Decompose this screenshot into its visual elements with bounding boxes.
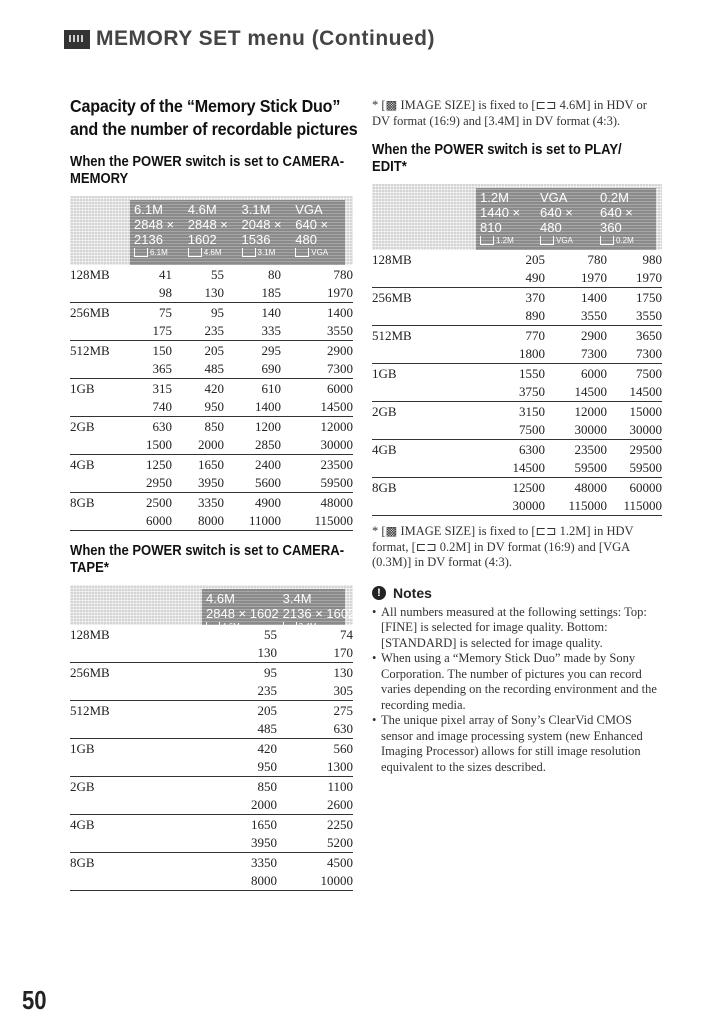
picture-count: 23500 [320,457,353,472]
camera-memory-title-line1: When the POWER switch is set to CAMERA- [70,154,345,170]
picture-count: 420 [204,381,224,396]
table-row [70,815,353,835]
image-size-icon-label: 4.6M [203,248,222,257]
picture-count: 1250 [146,457,172,472]
picture-count: 80 [268,267,281,282]
table-row [70,682,353,701]
picture-count: 2900 [327,343,353,358]
picture-count: 305 [277,682,353,701]
picture-count: 335 [224,322,281,341]
picture-count: 1100 [327,779,353,794]
media-label [70,872,175,891]
picture-count: 115000 [545,497,607,516]
image-size-icon [242,247,292,259]
table-row [372,364,662,384]
picture-count: 74 [340,627,353,642]
picture-count: 30000 [607,421,662,440]
picture-count: 1800 [474,345,545,364]
picture-count: 3950 [175,834,277,853]
picture-count: 30000 [545,421,607,440]
media-label [372,497,474,516]
play-footnote: * [▩ IMAGE SIZE] is fixed to [⊏⊐ 1.2M] in HDV format, [⊏⊐ 0.2M] in DV format (16:9) and [VGA (0.3M)] in DV format (4:3). [372,524,634,569]
media-label: 512MB [70,343,110,358]
table-row [70,872,353,891]
play-edit-title-line1: When the POWER switch is set to PLAY/ [372,142,622,158]
table-row [372,478,662,498]
table-row [372,383,662,402]
picture-count: 140 [261,305,281,320]
notes-title: Notes [393,584,432,601]
table-row [372,307,662,326]
picture-count: 115000 [281,512,353,531]
header-title: MEMORY SET menu (Continued) [96,27,435,50]
table-row [70,796,353,815]
picture-count: 3150 [519,404,545,419]
media-label: 256MB [70,665,110,680]
picture-count: 490 [474,269,545,288]
picture-count: 150 [152,343,172,358]
notes-list [372,605,662,776]
picture-count: 770 [525,328,545,343]
size-label: 3.4M [282,591,312,606]
media-label: 256MB [372,290,412,305]
media-label [70,322,132,341]
image-size-icon-label: 3.1M [257,248,276,257]
picture-count: 6000 [327,381,353,396]
table-row [70,853,353,873]
picture-count: 1400 [224,398,281,417]
media-label: 8GB [70,495,95,510]
picture-count: 365 [132,360,172,379]
size-column-header [279,589,356,631]
picture-count: 3550 [607,307,662,326]
media-label: 2GB [70,419,95,434]
picture-count: 2500 [146,495,172,510]
table-row [70,455,353,475]
picture-count: 8000 [172,512,224,531]
table-row [70,701,353,721]
picture-count: 7500 [474,421,545,440]
media-label: 128MB [372,252,412,267]
table-row [372,345,662,364]
table-row [70,303,353,323]
table-row [372,440,662,460]
picture-count: 315 [152,381,172,396]
size-label: VGA [295,202,323,217]
camera-tape-title-line1: When the POWER switch is set to CAMERA- [70,543,345,559]
size-resolution: 2136 × 1602 [282,606,356,621]
picture-count: 14500 [281,398,353,417]
play-edit-title-line2: EDIT* [372,159,407,175]
picture-count: 185 [224,284,281,303]
picture-count: 1970 [281,284,353,303]
picture-count: 60000 [629,480,662,495]
picture-count: 7300 [545,345,607,364]
size-resolution-line2: 360 [600,220,622,235]
size-resolution: 2048 × [241,217,282,232]
picture-count: 1970 [545,269,607,288]
picture-count: 12500 [512,480,545,495]
picture-count: 740 [132,398,172,417]
picture-count: 7500 [636,366,662,381]
picture-count: 130 [333,665,353,680]
camera-tape-title-line2: TAPE* [70,560,109,576]
size-label: 6.1M [134,202,163,217]
table-row [70,720,353,739]
picture-count: 4500 [327,855,353,870]
picture-count: 1970 [607,269,662,288]
picture-count: 235 [175,682,277,701]
media-label: 128MB [70,627,110,642]
picture-count: 23500 [574,442,607,457]
media-label [70,284,132,303]
picture-count: 1400 [581,290,607,305]
size-column-header [238,200,292,265]
section-title-line2: and the number of recordable pictures [70,119,358,139]
picture-count: 170 [277,644,353,663]
image-size-icon-label: VGA [311,248,329,257]
picture-count: 3950 [172,474,224,493]
size-column-header [202,589,279,631]
picture-count: 275 [333,703,353,718]
picture-count: 2250 [327,817,353,832]
table-row [70,417,353,437]
size-column-header [596,188,656,250]
media-label: 256MB [70,305,110,320]
picture-count: 1650 [251,817,277,832]
play-edit-table [372,250,662,516]
size-label: 1.2M [480,190,509,205]
image-size-icon-label: 0.2M [616,236,634,245]
picture-count: 5200 [277,834,353,853]
picture-count: 1550 [519,366,545,381]
table-row [372,421,662,440]
table-row [70,739,353,759]
media-label: 4GB [372,442,397,457]
picture-count: 205 [525,252,545,267]
picture-count: 1400 [327,305,353,320]
media-label [70,758,175,777]
picture-count: 3350 [198,495,224,510]
picture-count: 205 [204,343,224,358]
media-label [70,512,132,531]
tape-footnote: * [▩ IMAGE SIZE] is fixed to [⊏⊐ 4.6M] in HDV or DV format (16:9) and [3.4M] in DV format (4:3). [372,98,647,128]
picture-count: 11000 [224,512,281,531]
picture-count: 2400 [255,457,281,472]
picture-count: 130 [175,644,277,663]
table-row [372,459,662,478]
picture-count: 3550 [545,307,607,326]
picture-count: 890 [474,307,545,326]
picture-count: 3550 [281,322,353,341]
picture-count: 10000 [277,872,353,891]
left-column [70,95,358,891]
table-row [70,834,353,853]
media-label [70,436,132,455]
picture-count: 55 [264,627,277,642]
picture-count: 48000 [320,495,353,510]
media-label [70,796,175,815]
table-row [70,474,353,493]
media-label: 8GB [372,480,397,495]
media-label: 512MB [372,328,412,343]
picture-count: 14500 [545,383,607,402]
size-resolution: 1440 × [480,205,521,220]
image-size-icon [540,235,596,247]
picture-count: 1300 [277,758,353,777]
table-row [70,398,353,417]
picture-count: 1500 [132,436,172,455]
media-label [70,360,132,379]
table-row [70,265,353,284]
media-label: 1GB [70,381,95,396]
picture-count: 205 [257,703,277,718]
camera-tape-table [70,625,353,891]
image-size-icon-label: 3.4M [298,622,317,631]
section-title-line1: Capacity of the “Memory Stick Duo” [70,96,341,116]
picture-count: 560 [333,741,353,756]
size-column-header [184,200,238,265]
picture-count: 485 [175,720,277,739]
media-label [70,682,175,701]
picture-count: 485 [172,360,224,379]
picture-count: 59500 [281,474,353,493]
picture-count: 30000 [474,497,545,516]
picture-count: 30000 [281,436,353,455]
size-resolution: 2848 × 1602 [206,606,279,621]
media-label [70,834,175,853]
picture-count: 95 [264,665,277,680]
camera-memory-size-header [70,196,353,265]
picture-count: 980 [642,252,662,267]
picture-count: 235 [172,322,224,341]
table-row [70,644,353,663]
image-size-icon [206,621,279,633]
picture-count: 6000 [132,512,172,531]
picture-count: 850 [204,419,224,434]
picture-count: 6300 [519,442,545,457]
picture-count: 950 [175,758,277,777]
media-label: 1GB [70,741,95,756]
media-label: 4GB [70,817,95,832]
media-label [372,307,474,326]
size-resolution-line2: 1602 [187,232,217,247]
picture-count: 295 [261,343,281,358]
media-label [372,459,474,478]
picture-count: 7300 [281,360,353,379]
picture-count: 2850 [224,436,281,455]
media-label: 512MB [70,703,110,718]
size-resolution-line2: 2136 [134,232,163,247]
table-row [372,402,662,422]
size-resolution-line2: 810 [480,220,502,235]
picture-count: 420 [257,741,277,756]
size-resolution-line2: 1536 [241,232,271,247]
picture-count: 780 [333,267,353,282]
table-row [70,493,353,513]
picture-count: 2950 [132,474,172,493]
table-row [372,326,662,346]
picture-count: 55 [211,267,224,282]
picture-count: 12000 [574,404,607,419]
picture-count: 4900 [255,495,281,510]
media-label [372,269,474,288]
media-label [70,474,132,493]
picture-count: 130 [172,284,224,303]
table-row [372,288,662,308]
right-column [372,98,662,775]
image-size-icon-label: 4.6M [222,622,240,631]
note-item: • The unique pixel array of Sony’s ClearVid CMOS sensor and image processing system (new Enhanced Imaging Processor) allows for still image resolution equivalent to the sizes described. [372,713,662,775]
image-size-icon [188,247,238,259]
media-label [372,345,474,364]
camera-memory-table [70,265,353,531]
picture-count: 690 [224,360,281,379]
image-size-icon [295,247,345,259]
size-label: 3.1M [241,202,271,217]
picture-count: 610 [261,381,281,396]
image-size-icon-label: 6.1M [150,248,168,257]
picture-count: 1200 [255,419,281,434]
size-resolution: 2848 × [187,217,228,232]
media-label: 2GB [372,404,397,419]
size-resolution: 640 × [540,205,573,220]
picture-count: 98 [132,284,172,303]
picture-count: 59500 [545,459,607,478]
picture-count: 12000 [320,419,353,434]
size-column-header [536,188,596,250]
picture-count: 2900 [581,328,607,343]
memory-set-icon [64,30,90,49]
note-item: • All numbers measured at the following settings: Top: [FINE] is selected for image quality. Bottom: [STANDARD] is selected for image quality. [372,605,662,652]
media-label: 2GB [70,779,95,794]
size-label: 4.6M [206,591,235,606]
table-row [70,758,353,777]
picture-count: 3750 [474,383,545,402]
image-size-icon [134,247,184,259]
media-label [372,383,474,402]
size-resolution: 640 × [600,205,633,220]
size-resolution-line2: 480 [295,232,317,247]
table-row [70,379,353,399]
picture-count: 48000 [574,480,607,495]
media-label [70,720,175,739]
picture-count: 29500 [629,442,662,457]
media-label [70,644,175,663]
media-label: 8GB [70,855,95,870]
image-size-icon-label: VGA [556,236,573,245]
table-row [70,341,353,361]
notes-heading [372,585,662,601]
size-column-header [130,200,184,265]
table-row [372,250,662,269]
note-item: • When using a “Memory Stick Duo” made by Sony Corporation. The number of pictures you can record varies depending on the recording environment and the recording media. [372,651,662,713]
size-label: 0.2M [600,190,629,205]
image-size-icon [600,235,656,247]
picture-count: 5600 [224,474,281,493]
camera-memory-title-line2: MEMORY [70,171,129,187]
picture-count: 95 [211,305,224,320]
picture-count: 175 [132,322,172,341]
picture-count: 14500 [474,459,545,478]
picture-count: 59500 [607,459,662,478]
picture-count: 630 [152,419,172,434]
picture-count: 15000 [629,404,662,419]
page-number: 50 [22,985,47,1015]
media-label: 1GB [372,366,397,381]
size-resolution-line2: 480 [540,220,562,235]
picture-count: 14500 [607,383,662,402]
picture-count: 75 [159,305,172,320]
picture-count: 370 [525,290,545,305]
picture-count: 6000 [581,366,607,381]
size-label: 4.6M [187,202,217,217]
table-row [372,497,662,516]
picture-count: 1650 [198,457,224,472]
size-label: VGA [540,190,568,205]
table-row [70,663,353,683]
picture-count: 8000 [175,872,277,891]
size-column-header [476,188,536,250]
picture-count: 1750 [636,290,662,305]
picture-count: 3350 [251,855,277,870]
play-edit-size-header [372,184,662,250]
table-row [70,322,353,341]
picture-count: 115000 [607,497,662,516]
media-label: 128MB [70,267,110,282]
camera-tape-size-header [70,585,356,631]
picture-count: 2000 [172,436,224,455]
page-header [64,27,435,51]
media-label [70,398,132,417]
size-column-header [291,200,345,265]
image-size-icon [283,621,356,633]
table-row [70,436,353,455]
picture-count: 2000 [175,796,277,815]
media-label: 4GB [70,457,95,472]
picture-count: 630 [277,720,353,739]
notes-icon: ! [372,586,386,600]
picture-count: 950 [172,398,224,417]
size-resolution: 2848 × [134,217,175,232]
table-row [70,777,353,797]
picture-count: 850 [257,779,277,794]
size-resolution: 640 × [295,217,329,232]
picture-count: 780 [587,252,607,267]
table-row [372,269,662,288]
picture-count: 2600 [277,796,353,815]
table-row [70,284,353,303]
picture-count: 41 [159,267,172,282]
table-row [70,512,353,531]
media-label [372,421,474,440]
image-size-icon [480,235,536,247]
picture-count: 3650 [636,328,662,343]
picture-count: 7300 [607,345,662,364]
table-row [70,360,353,379]
image-size-icon-label: 1.2M [496,236,514,245]
